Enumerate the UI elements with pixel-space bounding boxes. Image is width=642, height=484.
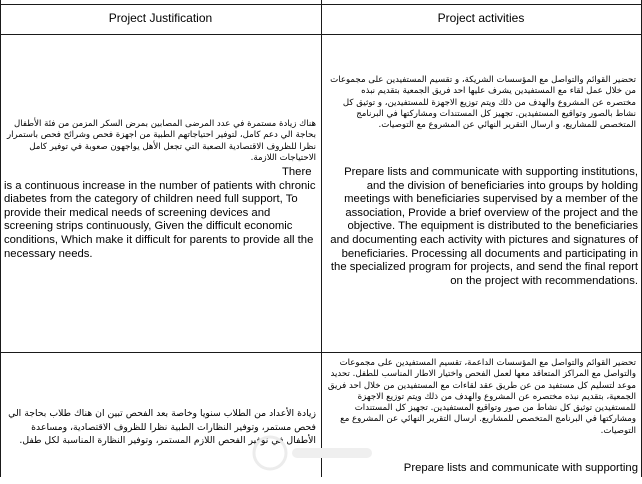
watermark-logo — [250, 428, 390, 478]
table-border-left — [0, 0, 1, 477]
row1-justification-english: There is a continuous increase in the number of patients with chronic diabetes from the category of children need full support, To provide their medical needs of screening devices and screening strips continuously, Given the difficult economic conditions, Which make it difficult for parents to provide all the necessary needs. — [4, 166, 316, 260]
watermark-icon — [250, 428, 390, 478]
table-column-divider — [321, 0, 322, 477]
row2-activities-english: Prepare lists and communicate with supporting — [403, 462, 638, 474]
header-project-justification: Project Justification — [108, 11, 213, 25]
header-project-activities: Project activities — [437, 11, 525, 25]
row2-activities-arabic: تحضير القوائم والتواصل مع المؤسسات الداعمة، تقسيم المستفيدين على مجموعات والتواصل مع المراكز المتعاقد معها لعمل الفحص واختيار الاطار المناسب للطفل. تحديد موعد لتسليم كل مستفيد من عن طريق عقد لقاءات مع المستفيدين من خلال احد فريق الجمعية، بتقديم نبذه مختصره عن المشروع والهدف من ذلك ويتم توزيع الاجهزة للمستفيدين توثيق كل نشاط من صور وتواقيع المستفيدين. تجهيز كل المستندات ومشاركتها في البرنامج المتخصص للمشاريع. ارسال التقرير النهائي عن المشروع مع التوصيات. — [327, 358, 636, 436]
header-divider — [0, 34, 642, 35]
row1-activities-arabic: تحضير القوائم والتواصل مع المؤسسات الشريكة، و تقسيم المستفيدين على مجموعات من خلال عمل لقاء مع المستفيدين يشرف عليها احد فريق الجمعية بتقديم نبذه مختصره عن المشروع والهدف من ذلك ويتم توزيع الاجهزة للمستفيدين، و توثيق كل نشاط بالصور وتواقيع المستفيدين. تجهيز كل المستندات ومشاركتها في البرنامج المتخصص للمشاريع، و ارسال التقرير النهائي عن المشروع مع التوصيات. — [330, 75, 636, 131]
row1-activities-english: Prepare lists and communicate with supporting institutions, and the division of beneficiaries into groups by holding meetings with beneficiaries supervised by a member of the association, Provide a brief overview of the project and the objective. The equipment is distributed to the beneficiaries and documenting each activity with pictures and signatures of beneficiaries. Processing all documents and participating in the specialized program for projects, and send the final report on the project with recommendations. — [330, 166, 638, 287]
table-border-top — [0, 4, 642, 5]
row2-justification-arabic: زيادة الأعداد من الطلاب سنويا وخاصة بعد الفحص تبين ان هناك طلاب بحاجة الي فحص مستمر، وتوفير النظارات الطبية نظرا للظروف الاقتصادية، ومساعدة الأطفال في توفير الفحص اللازم المستمر، وتوفير النظارة المناسبة لكل طفل. — [8, 408, 316, 447]
row-divider — [0, 352, 642, 353]
row1-justification-arabic: هناك زيادة مستمرة في عدد المرضى المصابين بمرض السكر المزمن من فئة الأطفال بحاجة الي دعم كامل، لتوفير احتياجاتهم الطبية من اجهزة فحص وشرائح فحص باستمرار نظرا للظروف الاقتصادية الصعبة التي تجعل الأهل يواجهون صعوبة في توفير كامل الاحتياجات اللازمة. — [6, 119, 316, 163]
